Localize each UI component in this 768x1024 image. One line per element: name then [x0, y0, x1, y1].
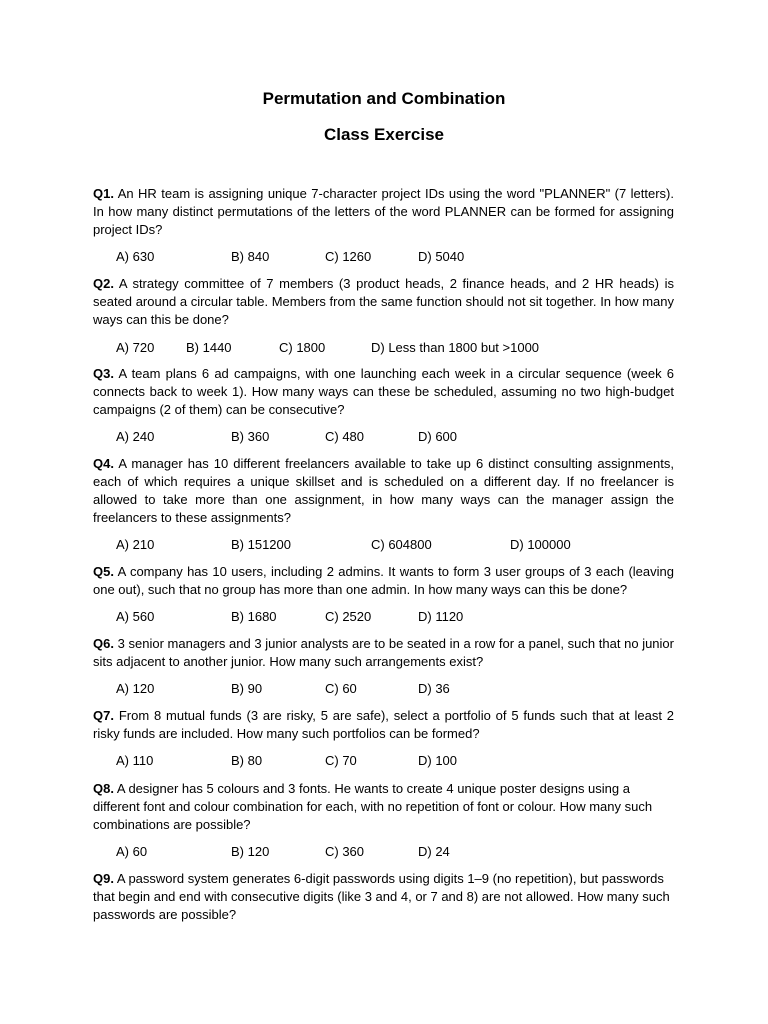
option-b: B) 1680: [231, 609, 277, 624]
question-number: Q6.: [93, 636, 114, 651]
question-number: Q1.: [93, 186, 114, 201]
question-text: An HR team is assigning unique 7-character project IDs using the word "PLANNER" (7 letters). In how many distinct permutations of the letters of the word PLANNER can be formed for assigning project IDs?: [93, 186, 674, 237]
options-row-3: [0, 429, 768, 445]
question-2: [93, 275, 674, 329]
option-d: D) 36: [418, 681, 450, 696]
question-number: Q9.: [93, 871, 114, 886]
options-row-8: [0, 844, 768, 860]
question-6: [93, 635, 674, 671]
option-c: C) 60: [325, 681, 357, 696]
option-d: D) 100: [418, 753, 458, 768]
question-text: 3 senior managers and 3 junior analysts are to be seated in a row for a panel, such that no junior sits adjacent to another junior. How many such arrangements exist?: [93, 636, 674, 669]
question-text: A company has 10 users, including 2 admins. It wants to form 3 user groups of 3 each (leaving one out), such that no group has more than one admin. In how many ways can this be done?: [93, 564, 674, 597]
question-number: Q8.: [93, 781, 114, 796]
option-c: C) 604800: [371, 537, 432, 552]
option-c: C) 2520: [325, 609, 372, 624]
question-text: A password system generates 6-digit passwords using digits 1–9 (no repetition), but passwords that begin and end with consecutive digits (like 3 and 4, or 7 and 8) are not allowed. How many such passwords are possible?: [93, 871, 670, 922]
option-a: A) 210: [116, 537, 155, 552]
option-a: A) 240: [116, 429, 155, 444]
question-number: Q4.: [93, 456, 114, 471]
option-b: B) 360: [231, 429, 270, 444]
question-5: [93, 563, 674, 599]
question-number: Q5.: [93, 564, 114, 579]
question-text: From 8 mutual funds (3 are risky, 5 are safe), select a portfolio of 5 funds such that at least 2 risky funds are included. How many such portfolios can be formed?: [93, 708, 674, 741]
option-d: D) 5040: [418, 249, 465, 264]
option-d: D) 600: [418, 429, 458, 444]
option-a: A) 720: [116, 340, 155, 355]
page-title: Permutation and Combination: [262, 89, 506, 108]
option-d: D) 100000: [510, 537, 571, 552]
option-a: A) 560: [116, 609, 155, 624]
option-c: C) 480: [325, 429, 365, 444]
options-row-6: [0, 681, 768, 697]
question-number: Q3.: [93, 366, 114, 381]
options-row-5: [0, 609, 768, 625]
option-c: C) 1260: [325, 249, 372, 264]
question-3: [93, 365, 674, 419]
option-b: B) 90: [231, 681, 263, 696]
option-a: A) 120: [116, 681, 155, 696]
question-8: [93, 780, 674, 834]
question-9: [93, 870, 674, 924]
option-b: B) 120: [231, 844, 270, 859]
question-7: [93, 707, 674, 743]
option-b: B) 1440: [186, 340, 232, 355]
option-a: A) 60: [116, 844, 148, 859]
option-b: B) 151200: [231, 537, 291, 552]
page-subtitle: Class Exercise: [323, 125, 445, 144]
option-c: C) 360: [325, 844, 365, 859]
options-row-2: [0, 340, 768, 356]
option-b: B) 80: [231, 753, 263, 768]
option-d: D) Less than 1800 but >1000: [371, 340, 540, 355]
question-number: Q2.: [93, 276, 114, 291]
question-text: A team plans 6 ad campaigns, with one launching each week in a circular sequence (week 6 connects back to week 1). How many ways can these be scheduled, assuming no two high-budget campaigns (2 of them) can be consecutive?: [93, 366, 674, 417]
question-4: [93, 455, 674, 527]
question-number: Q7.: [93, 708, 114, 723]
question-1: [93, 185, 674, 239]
option-a: A) 630: [116, 249, 155, 264]
option-c: C) 1800: [279, 340, 326, 355]
question-text: A designer has 5 colours and 3 fonts. He wants to create 4 unique poster designs using a different font and colour combination for each, with no repetition of font or colour. How many such combinations are possible?: [93, 781, 653, 832]
options-row-4: [0, 537, 768, 553]
option-d: D) 24: [418, 844, 450, 859]
options-row-7: [0, 753, 768, 769]
option-b: B) 840: [231, 249, 270, 264]
option-d: D) 1120: [418, 609, 464, 624]
option-a: A) 110: [116, 753, 154, 768]
question-text: A manager has 10 different freelancers available to take up 6 distinct consulting assignments, each of which requires a unique skillset and is scheduled on a different day. If no freelancer is allowed to take more than one assignment, in how many ways can the manager assign the freelancers to these assignments?: [93, 456, 674, 525]
question-text: A strategy committee of 7 members (3 product heads, 2 finance heads, and 2 HR heads) is seated around a circular table. Members from the same function should not sit together. In how many ways can this be done?: [93, 276, 674, 327]
option-c: C) 70: [325, 753, 357, 768]
options-row-1: [0, 249, 768, 265]
